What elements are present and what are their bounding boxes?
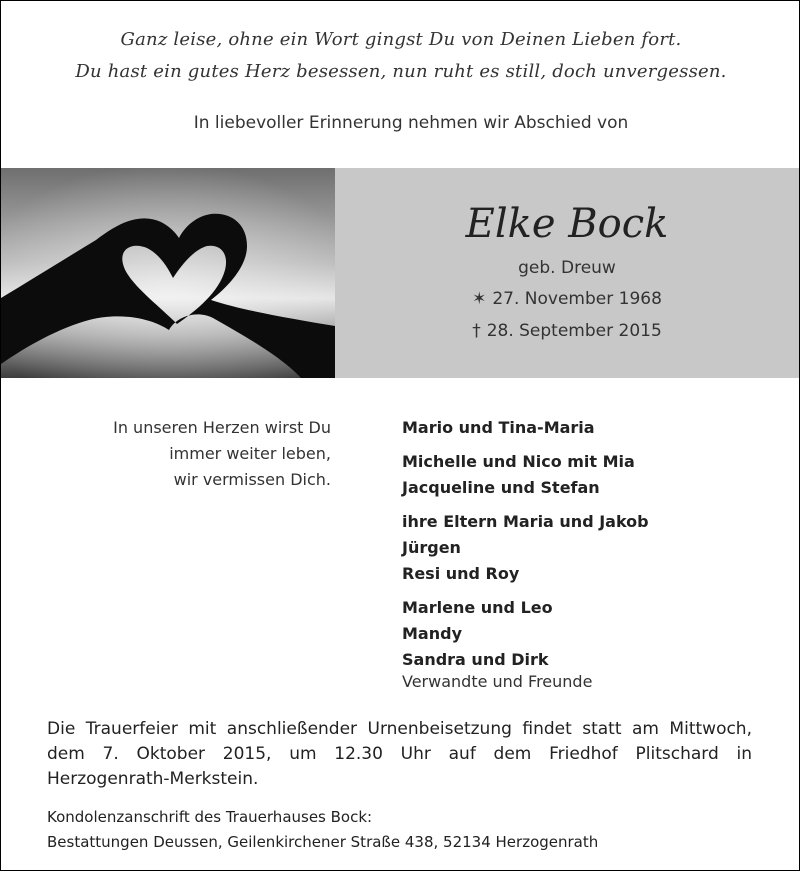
mourners-list	[402, 415, 649, 681]
mourner-entry: Resi und Roy	[402, 564, 520, 583]
mourner-entry: Sandra und Dirk	[402, 650, 549, 669]
mourner-group	[402, 449, 649, 501]
mourner-group	[402, 415, 649, 441]
poem-line-1: Ganz leise, ohne ein Wort gingst Du von Deinen Lieben fort.	[120, 29, 682, 50]
quote-line: immer weiter leben,	[169, 444, 331, 463]
mourner-group	[402, 595, 649, 673]
mourner-entry: ihre Eltern Maria und Jakob	[402, 512, 649, 531]
mourner-entry: Michelle und Nico mit Mia	[402, 452, 635, 471]
mourner-entry: Mandy	[402, 624, 462, 643]
mourner-entry: Marlene und Leo	[402, 598, 553, 617]
mourner-entry: Mario und Tina-Maria	[402, 418, 595, 437]
memorial-quote	[61, 415, 331, 493]
condolence-line-2: Bestattungen Deussen, Geilenkirchener Straße 438, 52134 Herzogenrath	[47, 833, 599, 851]
quote-line: In unseren Herzen wirst Du	[113, 418, 331, 437]
birth-date: 27. November 1968	[492, 289, 662, 309]
birth-name: geb. Dreuw	[518, 258, 616, 278]
birth-star-icon: ✶	[472, 289, 487, 309]
funeral-line-1: Die Trauerfeier mit anschließender Urnenbeisetzung findet statt am Mittwoch,	[47, 719, 752, 739]
funeral-notice	[47, 717, 752, 792]
birth-date-line	[335, 289, 799, 309]
death-date: 28. September 2015	[486, 321, 662, 341]
mourner-group	[402, 509, 649, 587]
heart-hands-photo	[1, 168, 335, 378]
condolence-line-1: Kondolenzanschrift des Trauerhauses Bock:	[47, 808, 373, 826]
death-cross-icon: †	[472, 321, 481, 341]
funeral-line-3: Herzogenrath-Merkstein.	[47, 769, 259, 789]
death-date-line	[335, 321, 799, 341]
intro-text: In liebevoller Erinnerung nehmen wir Abschied von	[193, 113, 629, 133]
funeral-line-2: dem 7. Oktober 2015, um 12.30 Uhr auf dem Friedhof Plitschard in	[47, 744, 752, 764]
poem-line-2: Du hast ein gutes Herz besessen, nun ruht es still, doch unvergessen.	[75, 61, 727, 82]
mourner-entry: Jacqueline und Stefan	[402, 478, 600, 497]
condolence-address	[47, 805, 598, 855]
relatives-and-friends: Verwandte und Freunde	[402, 672, 593, 691]
deceased-name: Elke Bock	[465, 201, 669, 247]
mourner-entry: Jürgen	[402, 538, 461, 557]
quote-line: wir vermissen Dich.	[173, 470, 331, 489]
